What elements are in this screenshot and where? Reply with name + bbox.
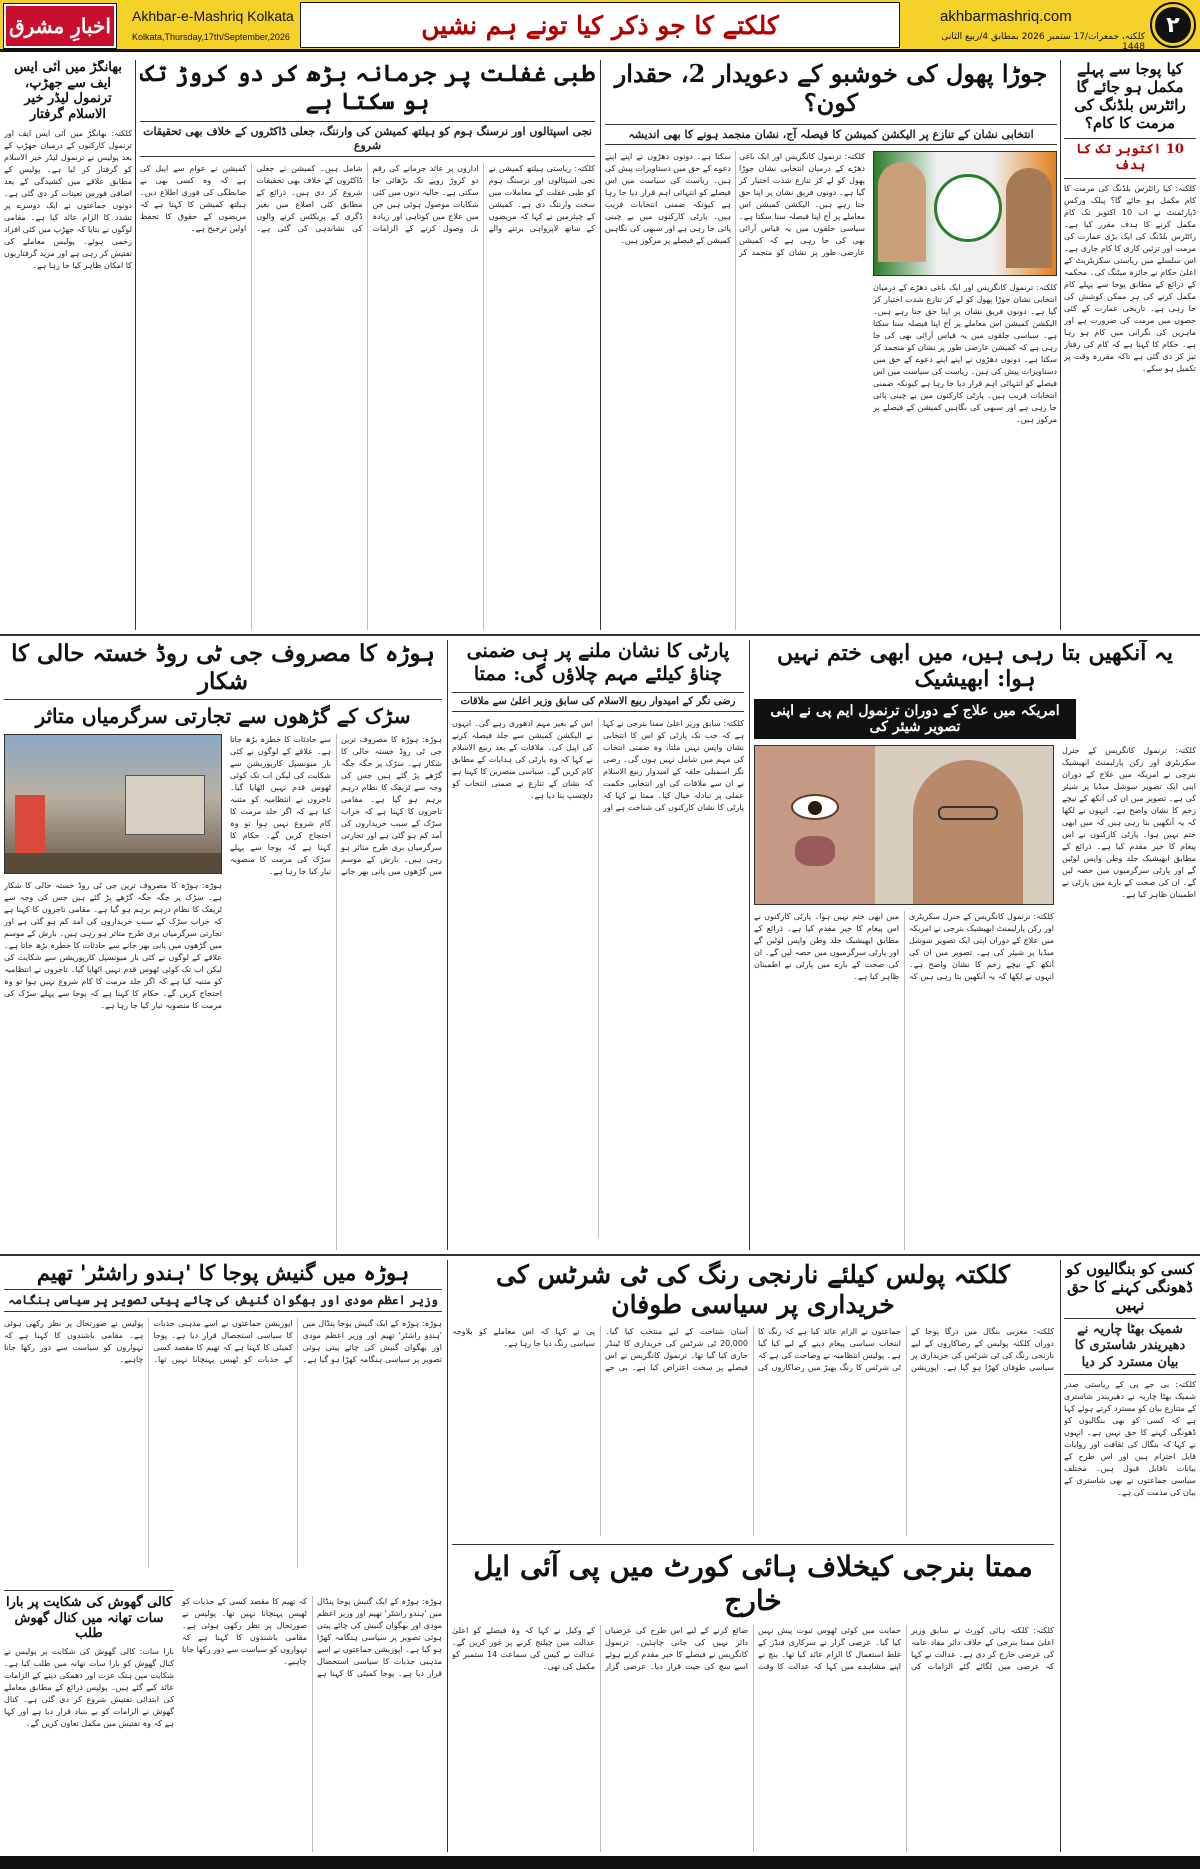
story-howrah-gt-road	[4, 640, 442, 1250]
paper-name: Akhbar-e-Mashriq Kolkata	[132, 8, 294, 24]
story-headline: بھانگڑ میں آئی ایس ایف سے جھڑپ، ترنمول لیڈر خیر الاسلام گرفتار	[14, 60, 122, 122]
story-headline: جوڑا پھول کی خوشبو کے دعویدار 2، حقدار کون؟	[614, 60, 1048, 117]
column-rule	[1060, 60, 1061, 630]
story-subhead: 10 اکتوبر تک کا ہدف	[1064, 138, 1196, 179]
story-ganesh-theme	[4, 1260, 442, 1590]
story-headline: ممتا بنرجی کیخلاف ہائی کورٹ میں پی آئی ایل خارج	[473, 1550, 1033, 1617]
row-divider	[0, 1254, 1200, 1256]
story-subhead: وزیر اعظم مودی اور بھگوان گنیش کی چائے پیتی تصویر پر سیاسی ہنگامہ	[4, 1289, 442, 1312]
story-mamata-pil	[452, 1550, 1054, 1852]
story-headline: یہ آنکھیں بتا رہی ہیں، میں ابھی ختم نہیں ہوا: ابھیشیک	[776, 640, 1174, 693]
story-body: ہوڑہ: ہوڑہ کے ایک گنیش پوجا پنڈال میں 'ہندو راشٹر' تھیم اور وزیر اعظم مودی اور بھگوان گنیش کی چائے پیتی ہوئی تصویر پر سیاسی ہنگامہ کھڑا ہو گیا ہے۔ اپوزیشن جماعتوں نے اسے مذہبی جذبات کا سیاسی استحصال قرار دیا ہے۔ پوجا کمیٹی کا کہنا ہے کہ تھیم کا مقصد کسی کے جذبات کو ٹھیس پہنچانا نہیں تھا۔ پولیس نے صورتحال پر نظر رکھی ہوئی ہے۔ مقامی باشندوں کا کہنا ہے کہ تہواروں کو سیاست سے دور رکھا جانا چاہیے۔	[4, 1319, 442, 1365]
footer-strip	[0, 1856, 1200, 1869]
hijri-dateline: کلکتہ، جمعرات/17 ستمبر 2026 بمطابق 4/ربیع الثانی 1448	[941, 32, 1145, 52]
story-headline: پارٹی کا نشان ملنے پر ہی ضمنی چناؤ کیلئے مہم چلاؤں گی: ممتا	[466, 640, 730, 685]
slogan-banner: کلکتے کا جو ذکر کیا تونے ہم نشیں	[300, 2, 900, 48]
story-headline: کیا پوجا سے پہلے مکمل ہو جائے گا رائٹرس بلڈنگ کی مرمت کا کام؟	[1074, 60, 1186, 132]
abhishek-photo	[754, 745, 1054, 905]
column-rule	[600, 60, 601, 630]
story-body-continued: ہوڑہ: ہوڑہ کا مصروف ترین جی ٹی روڈ خستہ حالی کا شکار ہے۔ سڑک پر جگہ جگہ گڑھے پڑ گئے ہیں جس کی وجہ سے ٹریفک کا نظام درہم برہم ہو گیا ہے۔ مقامی تاجروں کا کہنا ہے کہ خراب سڑک کے سبب خریداروں کی آمد کم ہو گئی ہے اور تجارتی سرگرمیاں بری طرح متاثر ہو رہی ہیں۔ بارش کے موسم میں گڑھوں میں پانی بھر جانے سے حادثات کا خطرہ بڑھ جاتا ہے۔ علاقے کے لوگوں نے کئی بار میونسپل کارپوریشن سے شکایت کی لیکن اب تک کوئی ٹھوس قدم نہیں اٹھایا گیا۔ تاجروں نے انتظامیہ کو متنبہ کیا ہے کہ اگر جلد مرمت کا کام شروع نہیں ہوا تو وہ احتجاج کریں گے۔ حکام کا کہنا ہے کہ پوجا سے پہلے سڑک کی مرمت کا منصوبہ تیار کیا جا رہا ہے۔	[4, 881, 222, 1011]
story-body: کلکتہ: مغربی بنگال میں درگا پوجا کے دوران کلکتہ پولیس کے رضاکاروں کے لیے نارنجی رنگ کی ٹی شرٹس کی خریداری پر سیاسی طوفان کھڑا ہو گیا ہے۔ اپوزیشن جماعتوں نے الزام عائد کیا ہے کہ رنگ کا انتخاب سیاسی پیغام دینے کے لیے کیا گیا ہے۔ پولیس انتظامیہ نے وضاحت کی ہے کہ ٹی شرٹس کا رنگ بھیڑ میں رضاکاروں کی آسان شناخت کے لیے منتخب کیا گیا۔ 20,000 ٹی شرٹس کی خریداری کا ٹینڈر جاری کیا گیا تھا۔ ترنمول کانگریس نے اس فیصلے پر سخت اعتراض کیا ہے۔ بی جے پی نے کہا کہ اس معاملے کو بلاوجہ سیاسی رنگ دیا جا رہا ہے۔	[452, 1327, 1054, 1372]
story-body: کلکتہ: ترنمول کانگریس کے جنرل سکریٹری اور رکن پارلیمنٹ ابھیشیک بنرجی نے امریکہ میں علاج کے دوران اپنی ایک تصویر سوشل میڈیا پر شیئر کی ہے۔ تصویر میں ان کی آنکھ کے نیچے زخم کا نشان واضح ہے۔ انہوں نے لکھا کہ یہ آنکھیں بتا رہی ہیں کہ میں ابھی ختم نہیں ہوا۔ پارٹی کارکنوں نے اس پیغام کا خیر مقدم کیا ہے۔ ذرائع کے مطابق ابھیشیک جلد وطن واپس لوٹیں گے اور پارٹی سرگرمیوں میں حصہ لیں گے۔ ان کی صحت کے بارے میں پارٹی نے اطمینان ظاہر کیا ہے۔	[1062, 745, 1196, 899]
story-headline: ہوڑہ کا مصروف جی ٹی روڈ خستہ حالی کا شکار	[11, 640, 435, 695]
story-body: کلکتہ: بھانگڑ میں آئی ایس ایف اور ترنمول کارکنوں کے درمیان جھڑپ کے بعد پولیس نے ترنمول لیڈر خیر الاسلام کو گرفتار کر لیا ہے۔ پولیس کے مطابق علاقے میں کشیدگی کے بعد اضافی فورس تعینات کر دی گئی ہے۔ دونوں جماعتوں نے ایک دوسرے پر تشدد کا الزام عائد کیا ہے۔ مقامی لوگوں نے بتایا کہ جھڑپ میں کئی افراد زخمی ہوئے۔ پولیس معاملے کی تفتیش کر رہی ہے اور مزید گرفتاریوں کا امکان ظاہر کیا جا رہا ہے۔	[4, 129, 132, 271]
column-rule	[749, 640, 750, 1250]
story-body-continued: ہوڑہ: ہوڑہ کے ایک گنیش پوجا پنڈال میں 'ہندو راشٹر' تھیم اور وزیر اعظم مودی اور بھگوان گنیش کی چائے پیتی ہوئی تصویر پر سیاسی ہنگامہ کھڑا ہو گیا ہے۔ اپوزیشن جماعتوں نے اسے مذہبی جذبات کا سیاسی استحصال قرار دیا ہے۔ پوجا کمیٹی کا کہنا ہے کہ تھیم کا مقصد کسی کے جذبات کو ٹھیس پہنچانا نہیں تھا۔ پولیس نے صورتحال پر نظر رکھی ہوئی ہے۔ مقامی باشندوں کا کہنا ہے کہ تہواروں کو سیاست سے دور رکھا جانا چاہیے۔	[182, 1597, 442, 1678]
glasses-icon	[938, 806, 998, 820]
column-rule	[447, 1260, 448, 1852]
story-subhead: نجی اسپتالوں اور نرسنگ ہوم کو ہیلتھ کمیشن کی وارننگ، جعلی ڈاکٹروں کے خلاف بھی تحقیقات شروع	[140, 121, 595, 157]
story-isf-leader	[4, 60, 132, 630]
story-headline: کالی گھوش کی شکایت پر بارا سات تھانہ میں کنال گھوش طلب	[4, 1590, 174, 1642]
leader-portrait-right	[1006, 168, 1052, 268]
story-body: کلکتہ: سابق وزیر اعلیٰ ممتا بنرجی نے کہا ہے کہ جب تک پارٹی کو اس کا انتخابی نشان واپس نہیں ملتا، وہ ضمنی انتخاب کی مہم میں شامل نہیں ہوں گی۔ رضی نگر اسمبلی حلقہ کے امیدوار ربیع الاسلام نے ان سے ملاقات کی اور انتخابی حکمت عملی پر تبادلہ خیال کیا۔ ممتا نے کہا کہ پارٹی کا نشان کارکنوں کی شناخت ہے اور اس کے بغیر مہم ادھوری رہے گی۔ انہوں نے الیکشن کمیشن سے جلد فیصلہ کرنے کی اپیل کی۔ ملاقات کے بعد ربیع الاسلام نے کہا کہ وہ پارٹی کی ہدایات کے مطابق کام کریں گے۔ سیاسی مبصرین کا کہنا ہے کہ نشان کے تنازع نے ضمنی انتخاب کو دلچسپ بنا دیا ہے۔	[452, 719, 744, 813]
story-subhead: انتخابی نشان کے تنازع پر الیکشن کمیشن کا فیصلہ آج، نشان منجمد ہونے کا بھی اندیشہ	[605, 124, 1057, 146]
story-shamik	[1064, 1260, 1196, 1852]
eye-closeup	[755, 746, 875, 905]
page-number-badge: ۲	[1152, 4, 1194, 46]
story-kali-ghosh	[4, 1590, 174, 1852]
party-symbol-icon	[934, 174, 1002, 242]
truck-shape	[125, 775, 205, 835]
story-body-continued: کلکتہ: ترنمول کانگریس اور ایک باغی دھڑے کے درمیان انتخابی نشان جوڑا پھول کو لے کر تنازع شدت اختیار کر گیا ہے۔ دونوں فریق نشان پر اپنا حق جتا رہے ہیں۔ الیکشن کمیشن اس معاملے پر آج اپنا فیصلہ سنا سکتا ہے۔ سیاسی حلقوں میں یہ قیاس آرائی بھی کی جا رہی ہے کہ کمیشن عارضی طور پر نشان کو منجمد کر سکتا ہے۔ دونوں دھڑوں نے اپنے اپنے دعوے کے حق میں دستاویزات پیش کی ہیں۔ ریاست کی سیاست میں اس فیصلے کو انتہائی اہم قرار دیا جا رہا ہے کیونکہ ضمنی انتخابات قریب ہیں۔ پارٹی کارکنوں میں بے چینی پائی جا رہی ہے اور سبھی کی نگاہیں کمیشن کے فیصلے پر مرکوز ہیں۔	[873, 283, 1057, 425]
leader-portrait-left	[878, 162, 926, 262]
newspaper-logo: اخبارِ مشرق	[4, 4, 116, 48]
section-divider	[452, 1544, 1054, 1545]
story-body: بارا سات: کالی گھوش کی شکایت پر پولیس نے کنال گھوش کو بارا سات تھانہ میں طلب کیا ہے۔ شکایت میں ہتک عزت اور دھمکی دینے کے الزامات عائد کیے گئے ہیں۔ پولیس ذرائع کے مطابق معاملے کی ابتدائی تفتیش شروع کر دی گئی ہے۔ کنال گھوش نے الزامات کو بے بنیاد قرار دیا ہے اور کہا ہے کہ وہ تفتیش میں مکمل تعاون کریں گے۔	[4, 1646, 174, 1728]
masthead	[0, 0, 1200, 52]
story-body: کلکتہ: کیا رائٹرس بلڈنگ کی مرمت کا کام مکمل ہو جائے گا؟ پبلک ورکس ڈپارٹمنٹ نے اب 10 اکتوبر تک کام مکمل کرنے کا ہدف مقرر کیا ہے۔ رائٹرس بلڈنگ کی ایک بڑی عمارت کی مرمت اور تزئین کاری کا کام جاری ہے۔ اس سلسلے میں ریاستی سکریٹریٹ کے اعلیٰ حکام نے جائزہ میٹنگ کی۔ محکمہ کے ذرائع کے مطابق پوجا سے پہلے کام مکمل کرنے کی ہر ممکن کوشش کی جا رہی ہے۔ تاریخی عمارت کے کئی حصوں میں مرمت کی ضرورت ہے اور ماہرین کی نگرانی میں کام ہو رہا ہے۔ حکام کا کہنا ہے کہ کام کی رفتار تیز کر دی گئی ہے تاکہ مقررہ وقت پر تکمیل ہو سکے۔	[1064, 183, 1196, 373]
story-headline: ہوڑہ میں گنیش پوجا کا 'ہندو راشٹر' تھیم	[36, 1260, 410, 1285]
story-body: کلکتہ: ریاستی ہیلتھ کمیشن نے نجی اسپتالوں اور نرسنگ ہوم کو طبی غفلت کے معاملات میں سخت وارننگ دی ہے۔ کمیشن کے چیئرمین نے کہا کہ مریضوں کے ساتھ لاپرواہی برتنے والے اداروں پر عائد جرمانے کی رقم دو کروڑ روپے تک بڑھائی جا سکتی ہے۔ حالیہ دنوں میں کئی شکایات موصول ہوئی ہیں جن میں علاج میں کوتاہی اور زیادہ بل وصول کرنے کے الزامات شامل ہیں۔ کمیشن نے جعلی ڈاکٹروں کے خلاف بھی تحقیقات شروع کر دی ہیں۔ ذرائع کے مطابق کئی اضلاع میں بغیر ڈگری کے پریکٹس کرنے والوں کی نشاندہی کی گئی ہے۔ کمیشن نے عوام سے اپیل کی ہے کہ وہ کسی بھی بے ضابطگی کی فوری اطلاع دیں۔ ہیلتھ کمیشن کا کہنا ہے کہ مریضوں کے حقوق کا تحفظ اولین ترجیح ہے۔	[140, 163, 595, 233]
column-rule	[135, 60, 136, 630]
shop-awning	[15, 795, 45, 855]
website-url[interactable]: akhbarmashriq.com	[940, 8, 1072, 25]
portrait	[913, 760, 1023, 905]
story-jora-phool	[605, 60, 1057, 630]
story-body-continued: کلکتہ: ترنمول کانگریس کے جنرل سکریٹری اور رکن پارلیمنٹ ابھیشیک بنرجی نے امریکہ میں علاج کے دوران اپنی ایک تصویر سوشل میڈیا پر شیئر کی ہے۔ تصویر میں ان کی آنکھ کے نیچے زخم کا نشان واضح ہے۔ انہوں نے لکھا کہ یہ آنکھیں بتا رہی ہیں کہ میں ابھی ختم نہیں ہوا۔ پارٹی کارکنوں نے اس پیغام کا خیر مقدم کیا ہے۔ ذرائع کے مطابق ابھیشیک جلد وطن واپس لوٹیں گے اور پارٹی سرگرمیوں میں حصہ لیں گے۔ ان کی صحت کے بارے میں پارٹی نے اطمینان ظاہر کیا ہے۔	[754, 911, 1054, 981]
story-abhishek	[754, 640, 1196, 1250]
story-subhead: سڑک کے گڑھوں سے تجارتی سرگرمیاں متاثر	[4, 699, 442, 728]
story-body: ہوڑہ: ہوڑہ کا مصروف ترین جی ٹی روڈ خستہ حالی کا شکار ہے۔ سڑک پر جگہ جگہ گڑھے پڑ گئے ہیں جس کی وجہ سے ٹریفک کا نظام درہم برہم ہو گیا ہے۔ مقامی تاجروں کا کہنا ہے کہ خراب سڑک کے سبب خریداروں کی آمد کم ہو گئی ہے اور تجارتی سرگرمیاں بری طرح متاثر ہو رہی ہیں۔ بارش کے موسم میں گڑھوں میں پانی بھر جانے سے حادثات کا خطرہ بڑھ جاتا ہے۔ علاقے کے لوگوں نے کئی بار میونسپل کارپوریشن سے شکایت کی لیکن اب تک کوئی ٹھوس قدم نہیں اٹھایا گیا۔ تاجروں نے انتظامیہ کو متنبہ کیا ہے کہ اگر جلد مرمت کا کام شروع نہیں ہوا تو وہ احتجاج کریں گے۔ حکام کا کہنا ہے کہ پوجا سے پہلے سڑک کی مرمت کا منصوبہ تیار کیا جا رہا ہے۔	[230, 735, 442, 877]
story-body: کلکتہ: کلکتہ ہائی کورٹ نے سابق وزیر اعلیٰ ممتا بنرجی کے خلاف دائر مفاد عامہ کی عرضی خارج کر دی ہے۔ عدالت نے کہا کہ عرضی میں لگائے گئے الزامات کی حمایت میں کوئی ٹھوس ثبوت پیش نہیں کیا گیا۔ عرضی گزار نے سرکاری فنڈز کے غلط استعمال کا الزام عائد کیا تھا۔ بنچ نے اپنے مشاہدے میں کہا کہ عدالت کا وقت ضائع کرنے کے لیے اس طرح کی عرضیاں دائر نہیں کی جانی چاہئیں۔ ترنمول کانگریس نے فیصلے کا خیر مقدم کرتے ہوئے اسے سچ کی جیت قرار دیا۔ عرضی گزار کے وکیل نے کہا کہ وہ فیصلے کو اعلیٰ عدالت میں چیلنج کرنے پر غور کریں گے۔ عدالت نے کیس کی سماعت 14 ستمبر کو مکمل کی تھی۔	[452, 1626, 1054, 1672]
story-body: کلکتہ: بی جے پی کے ریاستی صدر شمیک بھٹا چاریہ نے دھیریندر شاستری کے متنازع بیان کو مسترد کرتے ہوئے کہا ہے کہ کسی کو بھی بنگالیوں کو ڈھونگی کہنے کا حق نہیں ہے۔ انہوں نے کہا کہ بنگال کی ثقافت اور روایات قابل احترام ہیں اور اس طرح کے بیانات ناقابل قبول ہیں۔ مختلف سیاسی جماعتوں نے بھی شاستری کے بیان کی مذمت کی ہے۔	[1064, 1379, 1196, 1497]
story-subhead: رضی نگر کے امیدوار ربیع الاسلام کی سابق وزیر اعلیٰ سے ملاقات	[452, 692, 744, 713]
row-divider	[0, 634, 1200, 636]
story-headline: کسی کو بنگالیوں کو ڈھونگی کہنے کا حق نہیں	[1066, 1260, 1194, 1314]
jora-phool-photo	[873, 151, 1057, 276]
injury-mark	[795, 836, 835, 866]
gt-road-photo	[4, 734, 222, 874]
story-ganesh-theme-continued	[182, 1596, 442, 1852]
column-rule	[1060, 1260, 1061, 1852]
story-orange-tshirts	[452, 1260, 1054, 1540]
story-party-symbol	[452, 640, 744, 1250]
story-subhead: شمیک بھٹا چاریہ نے دھیریندر شاستری کا بیان مسترد کر دیا	[1064, 1318, 1196, 1375]
story-medical-negligence	[140, 60, 595, 630]
story-repair	[1064, 60, 1196, 630]
eye-icon	[791, 794, 839, 820]
road-surface	[5, 853, 222, 874]
dateline: Kolkata,Thursday,17th/September,2026	[132, 32, 290, 42]
photo-caption: امریکہ میں علاج کے دوران ترنمول ایم پی نے اپنی تصویر شیئر کی	[754, 699, 1076, 739]
story-body: کلکتہ: ترنمول کانگریس اور ایک باغی دھڑے کے درمیان انتخابی نشان جوڑا پھول کو لے کر تنازع شدت اختیار کر گیا ہے۔ دونوں فریق نشان پر اپنا حق جتا رہے ہیں۔ الیکشن کمیشن اس معاملے پر آج اپنا فیصلہ سنا سکتا ہے۔ سیاسی حلقوں میں یہ قیاس آرائی بھی کی جا رہی ہے کہ کمیشن عارضی طور پر نشان کو منجمد کر سکتا ہے۔ دونوں دھڑوں نے اپنے اپنے دعوے کے حق میں دستاویزات پیش کی ہیں۔ ریاست کی سیاست میں اس فیصلے کو انتہائی اہم قرار دیا جا رہا ہے کیونکہ ضمنی انتخابات قریب ہیں۔ پارٹی کارکنوں میں بے چینی پائی جا رہی ہے اور سبھی کی نگاہیں کمیشن کے فیصلے پر مرکوز ہیں۔	[605, 152, 865, 258]
column-rule	[447, 640, 448, 1250]
story-headline: طبی غفلت پر جرمانہ بڑھ کر دو کروڑ تک ہو سکتا ہے	[140, 60, 595, 115]
story-headline: کلکتہ پولس کیلئے نارنجی رنگ کی ٹی شرٹس کی خریداری پر سیاسی طوفان	[496, 1260, 1010, 1319]
